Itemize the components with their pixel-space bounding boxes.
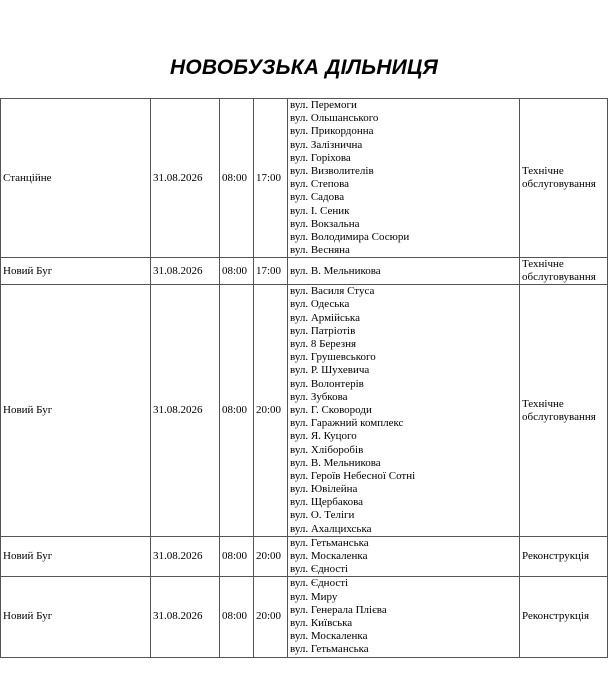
- street-name: вул. Гетьманська: [290, 536, 369, 549]
- settlement-cell: Новий Буг: [1, 536, 151, 577]
- date-cell: 31.08.2026: [151, 285, 220, 537]
- street-name: вул. Я. Куцого: [290, 430, 357, 443]
- street-name: вул. Ахалцихська: [290, 522, 372, 535]
- street-name: вул. О. Теліги: [290, 509, 355, 522]
- street-name: вул. 8 Березня: [290, 338, 357, 350]
- date-cell: 31.08.2026: [151, 536, 220, 577]
- street-name: вул. Миру: [290, 590, 338, 603]
- street-name: вул. Володимира Сосюри: [290, 230, 410, 243]
- start-time-cell: 08:00: [220, 258, 254, 285]
- start-time-cell: 08:00: [220, 536, 254, 577]
- street-name: вул. Армійська: [290, 311, 360, 324]
- street-name: вул. Патріотів: [290, 324, 356, 337]
- end-time-cell: 20:00: [254, 577, 288, 657]
- street-name: вул. В. Мельникова: [290, 456, 381, 469]
- street-name: вул. Волонтерів: [290, 377, 364, 390]
- street-name: вул. Зубкова: [290, 390, 348, 403]
- work-type-cell: Реконструкція: [520, 536, 608, 577]
- street-name: вул. Степова: [290, 178, 350, 191]
- street-name: вул. Прикордонна: [290, 125, 374, 138]
- table-row: [1, 536, 608, 577]
- street-name: вул. Щербакова: [290, 496, 363, 509]
- street-name: вул. Єдності: [290, 577, 349, 590]
- street-name: вул. Залізнична: [290, 138, 363, 151]
- street-name: вул. Василя Стуса: [290, 285, 375, 298]
- outage-schedule-table: [0, 98, 608, 658]
- table-row: [1, 577, 608, 657]
- street-name: вул. Грушевського: [290, 351, 376, 364]
- street-name: вул. Москаленка: [290, 630, 368, 643]
- street-name: вул. Єдності: [290, 563, 349, 576]
- settlement-cell: Новий Буг: [1, 577, 151, 657]
- date-cell: 31.08.2026: [151, 258, 220, 285]
- street-name: вул. Ювілейна: [290, 483, 358, 496]
- street-name: вул. Горіхова: [290, 151, 351, 164]
- table-body: [1, 99, 608, 658]
- work-type-cell: Технічне обслуговування: [520, 285, 608, 537]
- settlement-cell: Станційне: [1, 99, 151, 258]
- end-time-cell: 17:00: [254, 258, 288, 285]
- street-name: вул. Одеська: [290, 298, 350, 311]
- street-name: вул. Г. Сковороди: [290, 403, 372, 416]
- streets-cell: [288, 258, 520, 285]
- streets-cell: [288, 536, 520, 577]
- street-name: вул. В. Мельникова: [290, 264, 381, 277]
- work-type-cell: Реконструкція: [520, 577, 608, 657]
- work-type-cell: Технічне обслуговування: [520, 99, 608, 258]
- page-title: НОВОБУЗЬКА ДІЛЬНИЦЯ: [169, 56, 439, 79]
- street-name: вул. Київська: [290, 616, 353, 629]
- streets-cell: [288, 285, 520, 537]
- end-time-cell: 17:00: [254, 99, 288, 258]
- table-row: [1, 285, 608, 537]
- date-cell: 31.08.2026: [151, 577, 220, 657]
- street-name: вул. Перемоги: [290, 99, 357, 111]
- work-type-cell: Технічне обслуговування: [520, 258, 608, 285]
- settlement-cell: Новий Буг: [1, 285, 151, 537]
- table-row: [1, 99, 608, 258]
- street-name: вул. Ольшанського: [290, 112, 379, 125]
- start-time-cell: 08:00: [220, 577, 254, 657]
- end-time-cell: 20:00: [254, 536, 288, 577]
- settlement-cell: Новий Буг: [1, 258, 151, 285]
- street-name: вул. Генерала Плієва: [290, 603, 387, 616]
- end-time-cell: 20:00: [254, 285, 288, 537]
- date-cell: 31.08.2026: [151, 99, 220, 258]
- street-name: вул. Р. Шухевича: [290, 364, 370, 377]
- street-name: вул. Гетьманська: [290, 643, 369, 656]
- streets-cell: [288, 577, 520, 657]
- street-name: вул. Хліборобів: [290, 443, 364, 456]
- street-name: вул. Садова: [290, 191, 345, 204]
- street-name: вул. Героїв Небесної Сотні: [290, 469, 416, 482]
- streets-cell: [288, 99, 520, 258]
- street-name: вул. Гаражний комплекс: [290, 417, 404, 430]
- street-name: вул. Визволителів: [290, 164, 374, 177]
- street-name: вул. Весняна: [290, 244, 350, 257]
- table-row: [1, 258, 608, 285]
- street-name: вул. Москаленка: [290, 550, 368, 562]
- street-name: вул. Вокзальна: [290, 217, 360, 230]
- start-time-cell: 08:00: [220, 285, 254, 537]
- start-time-cell: 08:00: [220, 99, 254, 258]
- street-name: вул. І. Сеник: [290, 204, 350, 217]
